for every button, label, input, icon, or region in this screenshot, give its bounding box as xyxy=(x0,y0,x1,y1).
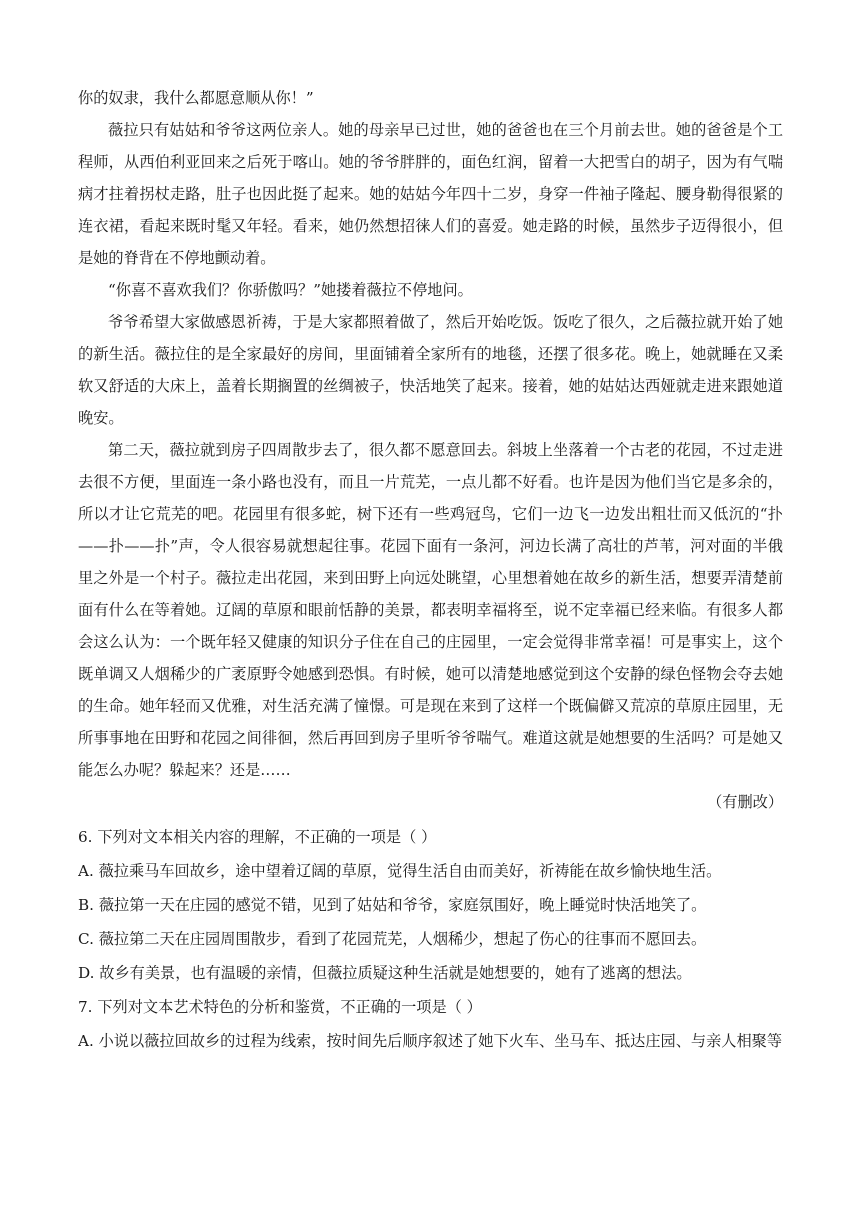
passage-line: 去很不方便，里面连一条小路也没有，而且一片荒芜，一点儿都不好看。也许是因为他们当它是多余的， xyxy=(78,473,783,491)
question-option: B. 薇拉第一天在庄园的感觉不错，见到了姑姑和爷爷，家庭氛围好，晚上睡觉时快活地笑了。 xyxy=(78,896,707,914)
passage-line: 的新生活。薇拉住的是全家最好的房间，里面铺着全家所有的地毯，还摆了很多花。晚上，她就睡在又柔 xyxy=(78,345,783,363)
passage-line: ——扑——扑”声，令人很容易就想起往事。花园下面有一条河，河边长满了高壮的芦苇，河对面的半俄 xyxy=(78,537,783,555)
question-option: C. 薇拉第二天在庄园周围散步，看到了花园荒芜，人烟稀少，想起了伤心的往事而不愿回去。 xyxy=(78,930,707,948)
question-stem: 6. 下列对文本相关内容的理解，不正确的一项是（ ） xyxy=(78,828,437,846)
document-page xyxy=(78,82,783,1058)
source-note: （有删改） xyxy=(707,793,783,811)
question-option: D. 故乡有美景，也有温暖的亲情，但薇拉质疑这种生活就是她想要的，她有了逃离的想法。 xyxy=(78,964,692,982)
passage-line: 里之外是一个村子。薇拉走出花园，来到田野上向远处眺望，心里想着她在故乡的新生活，想要弄清楚前 xyxy=(78,569,783,587)
questions xyxy=(78,820,783,1058)
question-option: A. 小说以薇拉回故乡的过程为线索，按时间先后顺序叙述了她下火车、坐马车、抵达庄园、与亲人相聚等 xyxy=(78,1032,783,1050)
passage-line: 你的奴隶，我什么都愿意顺从你！” xyxy=(78,89,314,107)
passage-line: 所以才让它荒芜的吧。花园里有很多蛇，树下还有一些鸡冠鸟，它们一边飞一边发出粗壮而又低沉的“扑 xyxy=(78,505,783,523)
passage-line: “你喜不喜欢我们？你骄傲吗？”她搂着薇拉不停地问。 xyxy=(108,281,473,299)
passage-line: 既单调又人烟稀少的广袤原野令她感到恐惧。有时候，她可以清楚地感觉到这个安静的绿色怪物会夺去她 xyxy=(78,665,783,683)
passage-line: 爷爷希望大家做感恩祈祷，于是大家都照着做了，然后开始吃饭。饭吃了很久，之后薇拉就开始了她 xyxy=(108,313,783,331)
passage-line: 第二天，薇拉就到房子四周散步去了，很久都不愿意回去。斜坡上坐落着一个古老的花园，不过走进 xyxy=(108,441,783,459)
passage-line: 薇拉只有姑姑和爷爷这两位亲人。她的母亲早已过世，她的爸爸也在三个月前去世。她的爸爸是个工 xyxy=(108,121,783,139)
passage-line: 能怎么办呢？躲起来？还是…… xyxy=(78,761,291,779)
passage-line: 会这么认为：一个既年轻又健康的知识分子住在自己的庄园里，一定会觉得非常幸福！可是事实上，这个 xyxy=(78,633,783,651)
passage-line: 软又舒适的大床上，盖着长期搁置的丝绸被子，快活地笑了起来。接着，她的姑姑达西娅就走进来跟她道 xyxy=(78,377,783,395)
passage-lines xyxy=(78,82,783,786)
passage-line: 是她的脊背在不停地颤动着。 xyxy=(78,249,276,267)
passage-line: 程师，从西伯利亚回来之后死于喀山。她的爷爷胖胖的，面色红润，留着一大把雪白的胡子，因为有气喘 xyxy=(78,153,783,171)
passage-line: 晚安。 xyxy=(78,409,124,427)
passage-line: 病才拄着拐杖走路，肚子也因此挺了起来。她的姑姑今年四十二岁，身穿一件袖子隆起、腰身勒得很紧的 xyxy=(78,185,783,203)
passage-line: 面有什么在等着她。辽阔的草原和眼前恬静的美景，都表明幸福将至，说不定幸福已经来临。有很多人都 xyxy=(78,601,783,619)
question-stem: 7. 下列对文本艺术特色的分析和鉴赏，不正确的一项是（ ） xyxy=(78,998,482,1016)
passage-line: 连衣裙，看起来既时髦又年轻。看来，她仍然想招徕人们的喜爱。她走路的时候，虽然步子迈得很小，但 xyxy=(78,217,783,235)
passage-line: 所事事地在田野和花园之间徘徊，然后再回到房子里听爷爷喘气。难道这就是她想要的生活吗？可是她又 xyxy=(78,729,783,747)
question-option: A. 薇拉乘马车回故乡，途中望着辽阔的草原，觉得生活自由而美好，祈祷能在故乡愉快地生活。 xyxy=(78,862,722,880)
passage xyxy=(78,82,783,818)
passage-line: 的生命。她年轻而又优雅，对生活充满了憧憬。可是现在来到了这样一个既偏僻又荒凉的草原庄园里，无 xyxy=(78,697,783,715)
